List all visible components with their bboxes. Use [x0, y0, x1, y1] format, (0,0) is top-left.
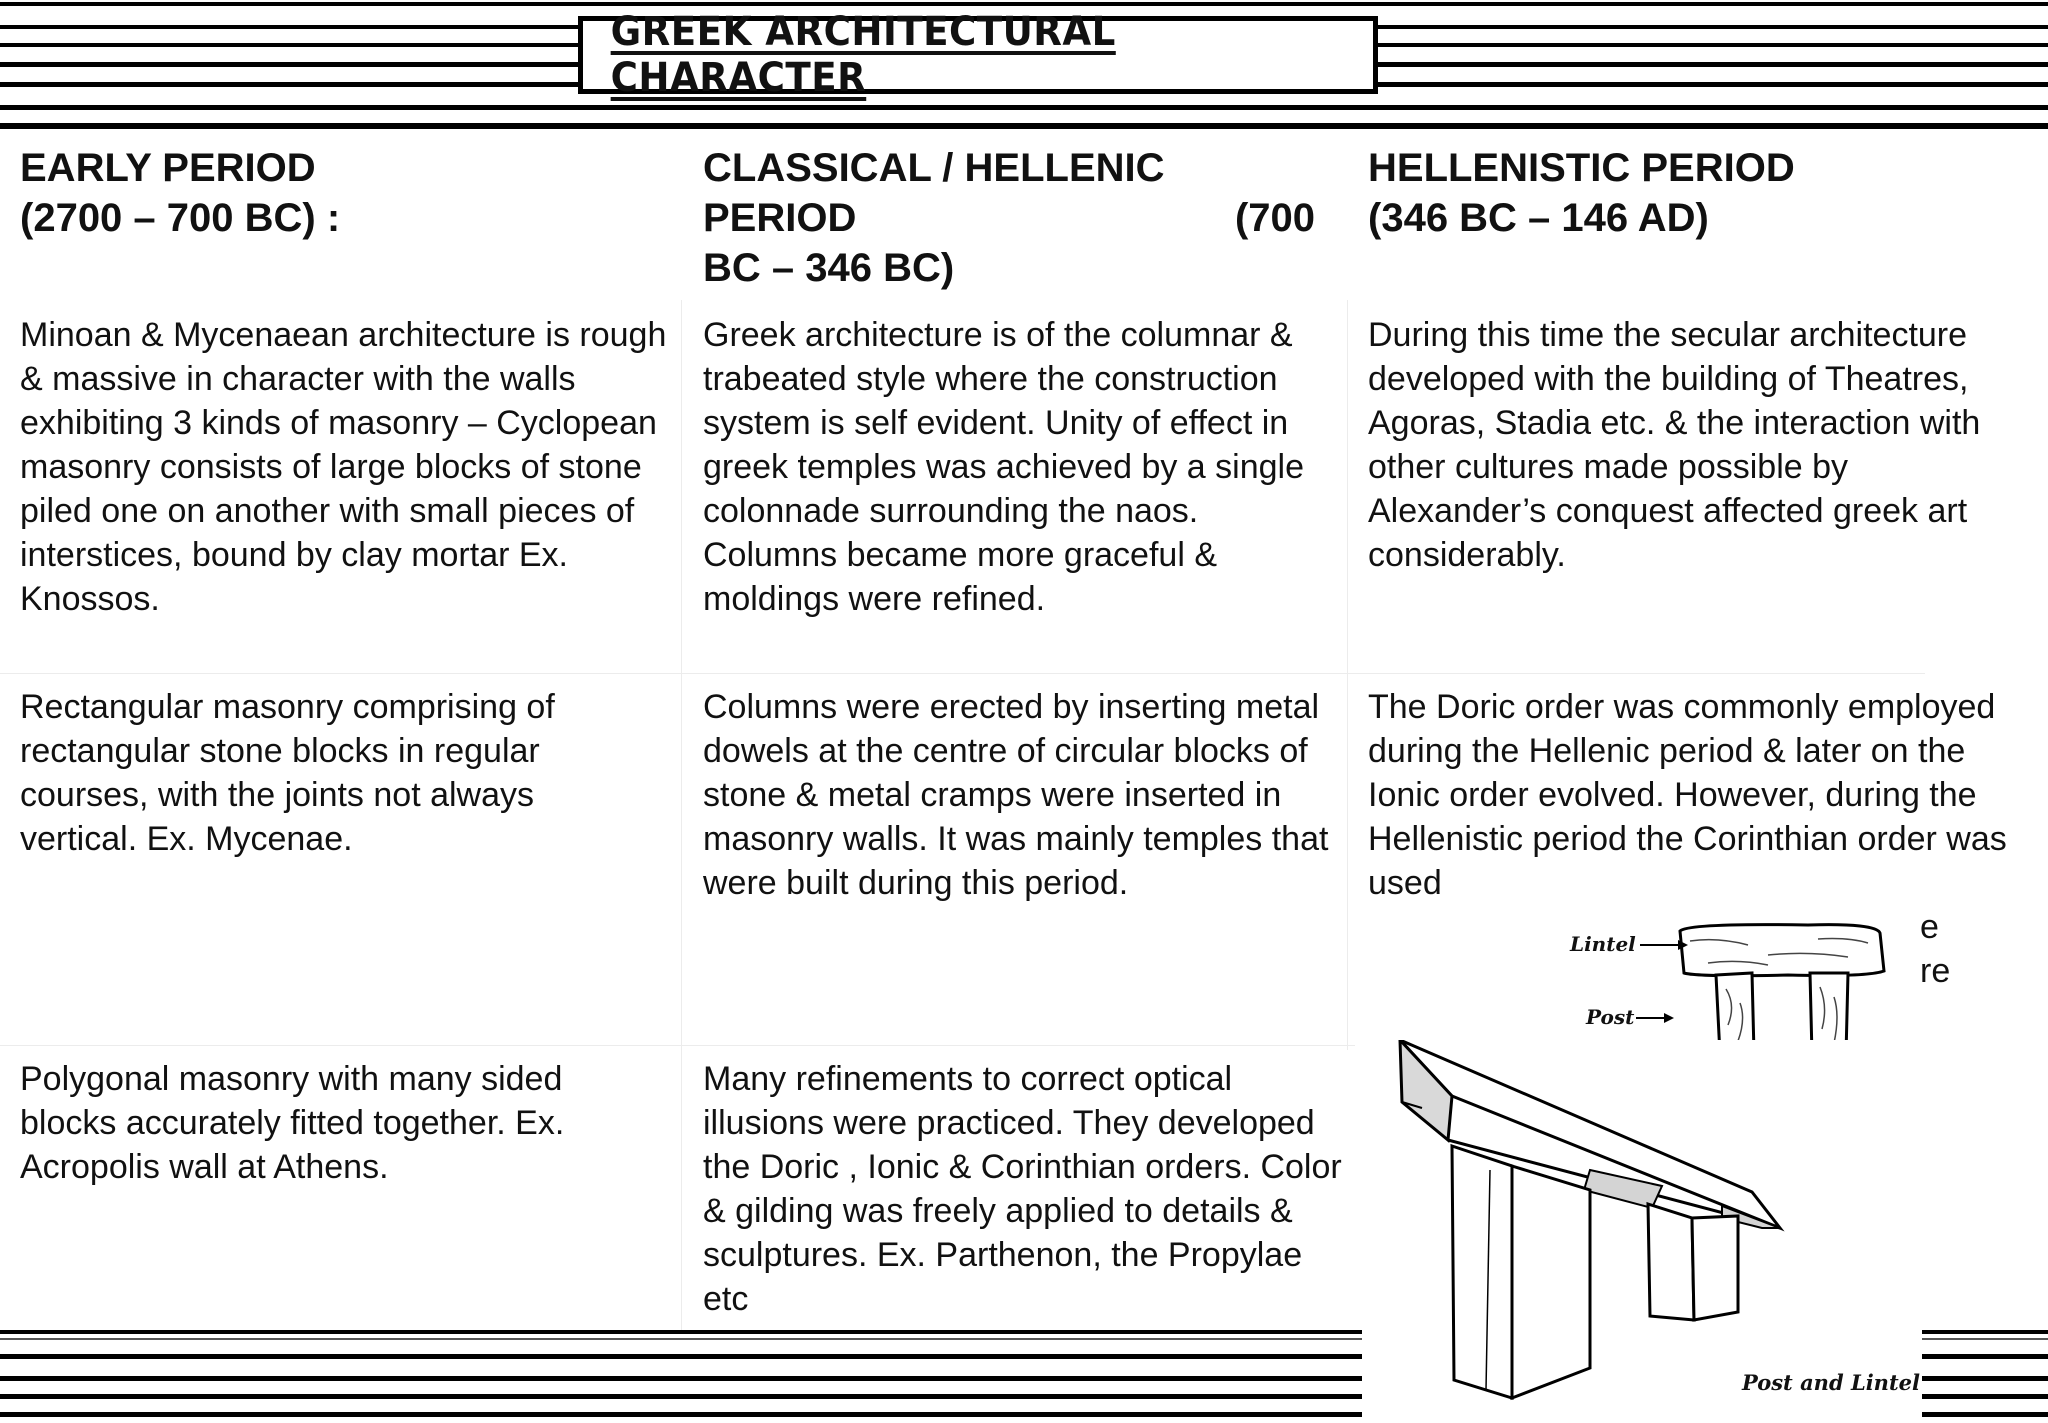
- post-lintel-sketch: [1368, 915, 1920, 1055]
- hellenistic-row-2-fragment-a: e: [1920, 908, 1939, 946]
- page-title: GREEK ARCHITECTURAL CHARACTER: [610, 9, 1116, 101]
- early-period-heading: EARLY PERIOD (2700 – 700 BC) :: [20, 146, 341, 240]
- classical-period-heading: CLASSICAL / HELLENIC PERIOD (700 BC – 346 BC): [703, 146, 1315, 290]
- hellenistic-period-heading: HELLENISTIC PERIOD (346 BC – 146 AD): [1368, 146, 1795, 240]
- title-box: [578, 9, 1378, 101]
- post-lintel-top-figure: [1368, 915, 1920, 1055]
- post-label: Post: [1586, 1005, 1635, 1029]
- column-divider: [1347, 300, 1348, 1050]
- hellenistic-row-2-fragment-b: re: [1920, 952, 1951, 990]
- post-lintel-main-figure: [1362, 1040, 1922, 1418]
- hellenistic-period-row-2: The Doric order was commonly employed during the Hellenic period & later on the Ionic order evolved. However, during the Hellenistic period the Corinthian order was used: [1368, 688, 2007, 902]
- column-divider: [681, 300, 682, 1330]
- early-period-row-2: Rectangular masonry comprising of rectangular stone blocks in regular courses, with the joints not always vertical. Ex. Mycenae.: [20, 688, 555, 858]
- post-lintel-perspective-drawing: [1362, 1040, 1922, 1418]
- row-divider: [0, 1045, 1355, 1046]
- lintel-label: Lintel: [1570, 932, 1636, 956]
- hellenistic-period-row-1: During this time the secular architecture developed with the building of Theatres, Agoras, Stadia etc. & the interaction with other cultures made possible by Alexander’s conquest affected greek art considerably.: [1368, 316, 1981, 574]
- classical-period-row-2: Columns were erected by inserting metal dowels at the centre of circular blocks of stone & metal cramps were inserted in masonry walls. It was mainly temples that were built during this period.: [703, 688, 1329, 902]
- early-period-row-3: Polygonal masonry with many sided blocks accurately fitted together. Ex. Acropolis wall at Athens.: [20, 1060, 565, 1186]
- figure-caption: Post and Lintel: [1742, 1370, 1920, 1395]
- row-divider: [0, 673, 1925, 674]
- early-period-row-1: Minoan & Mycenaean architecture is rough & massive in character with the walls exhibiting 3 kinds of masonry – Cyclopean masonry consists of large blocks of stone piled one on another with small pieces of interstices, bound by clay mortar Ex. Knossos.: [20, 316, 667, 618]
- classical-period-row-3: Many refinements to correct optical illusions were practiced. They developed the Doric , Ionic & Corinthian orders. Color & gilding was freely applied to details & sculptures. Ex. Parthenon, the Propylae etc: [703, 1060, 1342, 1318]
- classical-period-row-1: Greek architecture is of the columnar & trabeated style where the construction system is self evident. Unity of effect in greek temples was achieved by a single colonnade surrounding the naos. Columns became more graceful & moldings were refined.: [703, 316, 1304, 618]
